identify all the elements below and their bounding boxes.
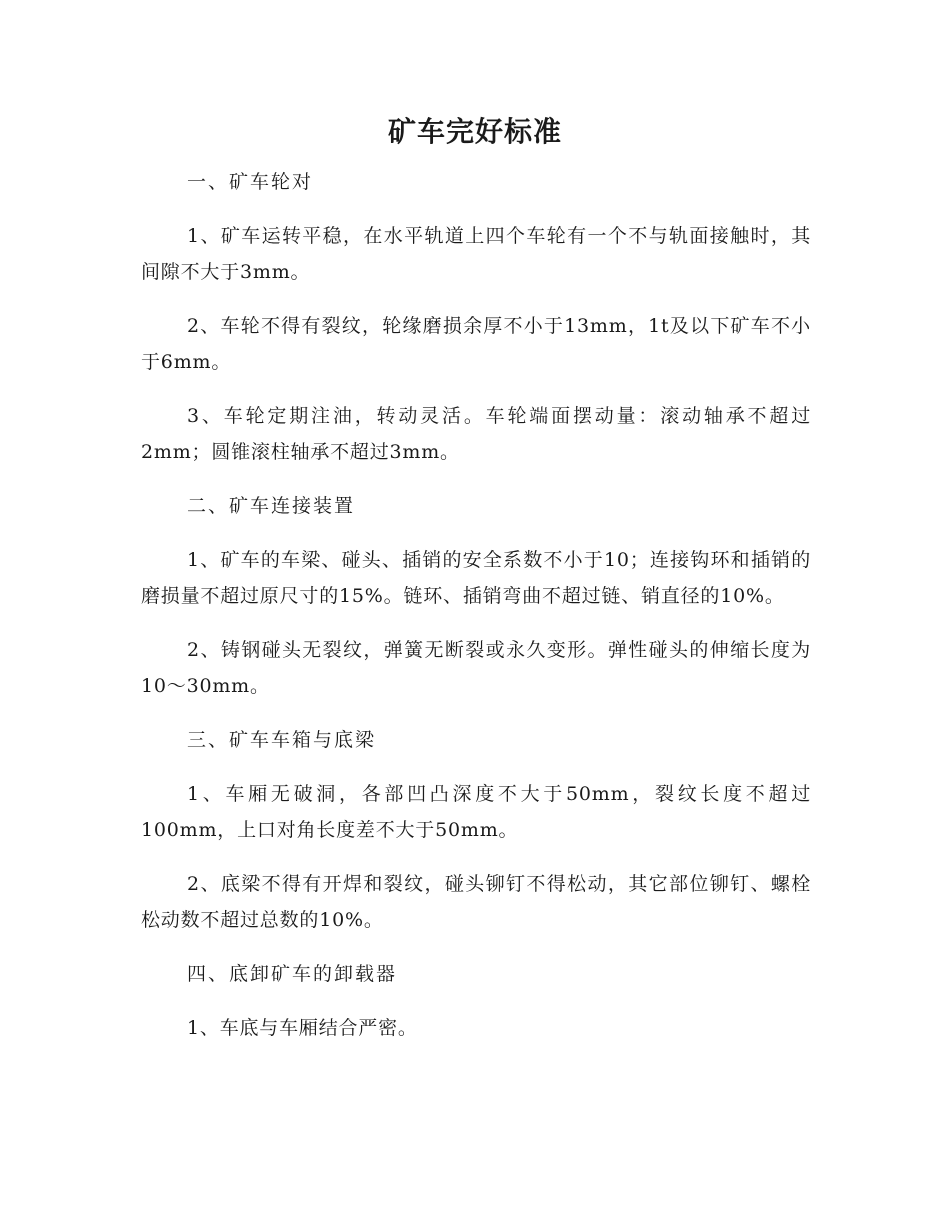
section-heading: 一、矿车轮对	[187, 171, 314, 193]
paragraph: 1、车厢无破洞，各部凹凸深度不大于50mm，裂纹长度不超过100mm，上口对角长度差不大于50mm。	[141, 783, 811, 841]
paragraph: 2、底梁不得有开焊和裂纹，碰头铆钉不得松动，其它部位铆钉、螺栓松动数不超过总数的10%。	[141, 873, 811, 931]
section-heading: 三、矿车车箱与底梁	[187, 729, 377, 751]
section-unloader	[141, 956, 811, 1046]
paragraph: 1、车底与车厢结合严密。	[187, 1017, 418, 1039]
paragraph: 2、铸钢碰头无裂纹，弹簧无断裂或永久变形。弹性碰头的伸缩长度为10～30mm。	[141, 639, 811, 697]
section-coupling	[141, 488, 811, 722]
document-body	[141, 164, 811, 1046]
paragraph: 1、矿车运转平稳，在水平轨道上四个车轮有一个不与轨面接触时，其间隙不大于3mm。	[141, 225, 811, 283]
section-heading: 二、矿车连接装置	[187, 495, 356, 517]
section-body-and-beam	[141, 722, 811, 956]
document-title: 矿车完好标准	[387, 115, 562, 148]
paragraph: 3、车轮定期注油，转动灵活。车轮端面摆动量：滚动轴承不超过2mm；圆锥滚柱轴承不超过3mm。	[141, 405, 811, 463]
paragraph: 2、车轮不得有裂纹，轮缘磨损余厚不小于13mm，1t及以下矿车不小于6mm。	[141, 315, 811, 373]
paragraph: 1、矿车的车梁、碰头、插销的安全系数不小于10；连接钩环和插销的磨损量不超过原尺寸的15%。链环、插销弯曲不超过链、销直径的10%。	[141, 549, 811, 607]
section-wheelset	[141, 164, 811, 488]
section-heading: 四、底卸矿车的卸载器	[187, 963, 398, 985]
